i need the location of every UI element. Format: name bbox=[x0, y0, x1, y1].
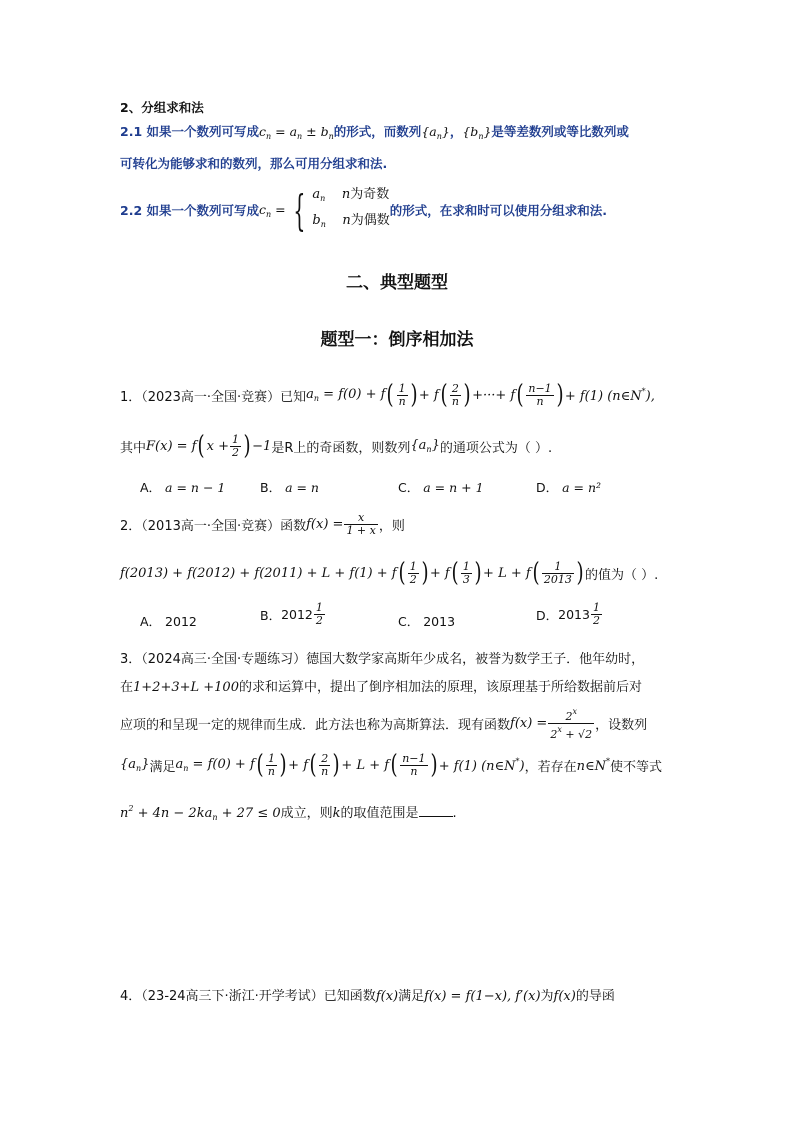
q3-function: f(x) = bbox=[510, 716, 548, 731]
q3-an-formula: $a_n = f(0) + f$ bbox=[175, 757, 255, 773]
q2-option-d[interactable]: D． 2013 $\frac{1}{2}$ bbox=[536, 601, 600, 627]
piecewise-cases: $a_n$ n为奇数 $b_n$ n为偶数 bbox=[312, 187, 390, 229]
formula-cn: $c_n = a_n \pm b_n$ bbox=[259, 124, 334, 141]
paragraph-2-1-line2: 可转化为能够求和的数列，那么可用分组求和法. bbox=[120, 156, 388, 171]
question-1: 1．（2023高一·全国·竞赛）已知 $a_n = f(0) + f$ ( $\frac{1}{n}$ ) + f ( $\frac{2}{n}$ ) +···+ f ( $\frac{n-1}{n}$ ) + f(1) (n∈N*), bbox=[120, 380, 655, 410]
formula-cn-piecewise: $c_n$ = bbox=[259, 201, 286, 219]
main-heading: 二、典型题型 bbox=[346, 273, 448, 293]
q2-option-b[interactable]: B． 2012 $\frac{1}{2}$ bbox=[260, 601, 323, 627]
seq-bn: $\{b_n\}$ bbox=[462, 124, 492, 141]
question-3-line5: $n^2 + 4n - 2ka_n + 27 \le 0$成立，则k的取值范围是 . bbox=[120, 804, 457, 822]
q3-inequality: $n^2 + 4n - 2ka_n + 27 \le 0$ bbox=[120, 804, 281, 822]
q2-option-c[interactable]: C． 2013 bbox=[398, 614, 456, 629]
question-3-line2: 在1+2+3+L +100的求和运算中，提出了倒序相加法的原理，该原理基于所给数据前后对 bbox=[120, 680, 642, 695]
paragraph-2-1: 2.1 如果一个数列可写成$c_n = a_n \pm b_n$的形式，而数列$\{a_n\}$，$\{b_n\}$是等差数列或等比数列或 bbox=[120, 124, 629, 141]
question-4: 4．（23-24高三下·浙江·开学考试）已知函数f(x)满足f(x) = f(1−x), f′(x)为f(x)的导函 bbox=[120, 989, 615, 1004]
question-2: 2．（2013高一·全国·竞赛）函数 f(x) = $\frac{x}{1 + x}$ ，则 bbox=[120, 511, 405, 537]
question-1-line2: 其中 F(x) = f ( x + $\frac{1}{2}$ ) −1 是R上的奇函数，则数列 $\{a_n\}$ 的通项公式为（ ）. bbox=[120, 431, 553, 461]
question-3: 3．（2024高三·全国·专题练习）德国大数学家高斯年少成名，被誉为数学王子．他年幼时， bbox=[120, 652, 645, 667]
answer-blank[interactable] bbox=[419, 804, 453, 817]
q1-option-b[interactable]: B． a = n bbox=[260, 480, 319, 495]
q1-Fx: F(x) = f bbox=[146, 438, 197, 454]
q1-option-a[interactable]: A． a = n − 1 bbox=[140, 480, 226, 495]
q3-gauss-sum: 1+2+3+L +100 bbox=[133, 680, 239, 695]
q2-function: f(x) = bbox=[306, 517, 344, 532]
question-3-line4: $\{a_n\}$ 满足 $a_n = f(0) + f$ ( $\frac{1}{n}$ ) + f ( $\frac{2}{n}$ ) + L + f ( $\frac{n-1}{n}$ ) + f(1) (n∈N*) ，若存在 n∈N* 使不等式 bbox=[120, 750, 662, 780]
q2-option-a[interactable]: A． 2012 bbox=[140, 614, 197, 629]
q1-option-c[interactable]: C． a = n + 1 bbox=[398, 480, 484, 495]
question-2-line2: f(2013) + f(2012) + f(2011) + L + f(1) + f ( $\frac{1}{2}$ ) + f ( $\frac{1}{3}$ ) + L + f ( $\frac{1}{2013}$ ) 的值为（ ）. bbox=[120, 558, 659, 588]
q1-formula: $a_n = f(0) + f$ bbox=[306, 387, 386, 403]
q2-sum: f(2013) + f(2012) + f(2011) + L + f(1) + f bbox=[120, 565, 397, 581]
section-heading: 2、分组求和法 bbox=[120, 100, 204, 115]
type-heading: 题型一：倒序相加法 bbox=[320, 330, 474, 350]
paragraph-2-2: 2.2 如果一个数列可写成 $c_n$ = { $a_n$ n为奇数 $b_n$ n为偶数 的形式，在求和时可以使用分组求和法. bbox=[120, 185, 608, 235]
question-3-line3: 应项的和呈现一定的规律而生成．此方法也称为高斯算法．现有函数 f(x) = $\frac{2^x}{2^x + √2}$ ，设数列 bbox=[120, 707, 648, 741]
seq-an: $\{a_n\}$ bbox=[421, 124, 450, 141]
q1-option-d[interactable]: D． a = n² bbox=[536, 480, 602, 495]
